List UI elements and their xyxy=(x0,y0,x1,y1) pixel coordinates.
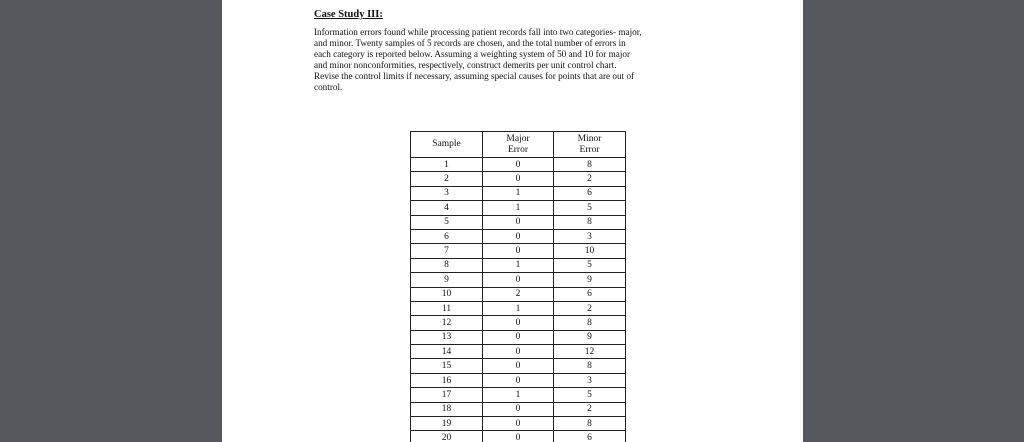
sample-cell: 14 xyxy=(411,345,483,359)
minor-header-line2: Error xyxy=(579,144,600,155)
major-error-cell: 1 xyxy=(483,186,554,200)
minor-error-cell: 2 xyxy=(554,402,626,416)
table-row xyxy=(411,215,626,229)
sample-cell: 15 xyxy=(411,359,483,373)
minor-error-cell: 8 xyxy=(554,316,626,330)
problem-statement-line: and minor nonconformities, respectively, construct demerits per unit control chart. xyxy=(314,60,617,70)
minor-error-cell: 8 xyxy=(554,158,626,172)
case-study-heading: Case Study III: xyxy=(314,9,383,20)
sample-cell: 8 xyxy=(411,258,483,272)
table-row xyxy=(411,373,626,387)
major-error-cell: 0 xyxy=(483,345,554,359)
minor-error-cell: 6 xyxy=(554,186,626,200)
table-row xyxy=(411,229,626,243)
sample-cell: 12 xyxy=(411,316,483,330)
sample-cell: 11 xyxy=(411,301,483,315)
sample-column-header: Sample xyxy=(411,132,483,158)
sample-cell: 2 xyxy=(411,172,483,186)
sample-cell: 9 xyxy=(411,273,483,287)
minor-error-cell: 6 xyxy=(554,431,626,442)
table-row xyxy=(411,359,626,373)
sample-cell: 20 xyxy=(411,431,483,442)
major-error-cell: 0 xyxy=(483,373,554,387)
table-row xyxy=(411,258,626,272)
table-header-row xyxy=(411,132,626,158)
major-error-cell: 0 xyxy=(483,215,554,229)
minor-error-cell: 5 xyxy=(554,201,626,215)
minor-error-cell: 5 xyxy=(554,258,626,272)
problem-statement-line: and minor. Twenty samples of 5 records are chosen, and the total number of errors in xyxy=(314,38,626,48)
major-error-cell: 2 xyxy=(483,287,554,301)
table-row xyxy=(411,172,626,186)
problem-statement xyxy=(314,27,729,93)
table-row xyxy=(411,388,626,402)
minor-error-cell: 6 xyxy=(554,287,626,301)
minor-error-cell: 9 xyxy=(554,330,626,344)
table-row xyxy=(411,186,626,200)
table-row xyxy=(411,316,626,330)
problem-statement-line: control. xyxy=(314,82,343,92)
major-error-cell: 0 xyxy=(483,359,554,373)
table-row xyxy=(411,431,626,442)
major-error-cell: 1 xyxy=(483,258,554,272)
problem-statement-line: Information errors found while processing patient records fall into two categories- major, xyxy=(314,27,642,37)
major-error-column-header xyxy=(483,132,554,158)
major-error-cell: 1 xyxy=(483,301,554,315)
minor-error-cell: 5 xyxy=(554,388,626,402)
minor-error-cell: 3 xyxy=(554,373,626,387)
table-row xyxy=(411,158,626,172)
major-error-cell: 0 xyxy=(483,244,554,258)
major-error-cell: 1 xyxy=(483,388,554,402)
major-error-cell: 0 xyxy=(483,172,554,186)
major-error-cell: 0 xyxy=(483,229,554,243)
sample-cell: 7 xyxy=(411,244,483,258)
table-row xyxy=(411,287,626,301)
table-row xyxy=(411,417,626,431)
minor-error-cell: 3 xyxy=(554,229,626,243)
minor-error-cell: 2 xyxy=(554,301,626,315)
table-row xyxy=(411,330,626,344)
table-row xyxy=(411,402,626,416)
table-row xyxy=(411,345,626,359)
minor-error-column-header xyxy=(554,132,626,158)
minor-error-cell: 9 xyxy=(554,273,626,287)
document-page xyxy=(222,0,803,442)
minor-error-cell: 8 xyxy=(554,215,626,229)
minor-error-cell: 12 xyxy=(554,345,626,359)
problem-statement-line: each category is reported below. Assuming a weighting system of 50 and 10 for major xyxy=(314,49,631,59)
sample-cell: 5 xyxy=(411,215,483,229)
sample-cell: 19 xyxy=(411,417,483,431)
sample-cell: 18 xyxy=(411,402,483,416)
major-error-cell: 0 xyxy=(483,330,554,344)
major-header-line1: Major xyxy=(506,133,530,144)
sample-cell: 1 xyxy=(411,158,483,172)
minor-error-cell: 8 xyxy=(554,359,626,373)
table-row xyxy=(411,201,626,215)
sample-cell: 4 xyxy=(411,201,483,215)
minor-error-cell: 10 xyxy=(554,244,626,258)
major-error-cell: 0 xyxy=(483,431,554,442)
minor-header-line1: Minor xyxy=(577,133,602,144)
major-error-cell: 0 xyxy=(483,273,554,287)
table-row xyxy=(411,244,626,258)
minor-error-cell: 8 xyxy=(554,417,626,431)
sample-cell: 6 xyxy=(411,229,483,243)
major-error-cell: 0 xyxy=(483,158,554,172)
problem-statement-line: Revise the control limits if necessary, assuming special causes for points that are out of xyxy=(314,71,635,81)
sample-cell: 16 xyxy=(411,373,483,387)
table-row xyxy=(411,301,626,315)
sample-cell: 10 xyxy=(411,287,483,301)
major-error-cell: 0 xyxy=(483,316,554,330)
table-row xyxy=(411,273,626,287)
error-records-table xyxy=(410,131,626,442)
major-error-cell: 0 xyxy=(483,402,554,416)
sample-cell: 13 xyxy=(411,330,483,344)
major-error-cell: 0 xyxy=(483,417,554,431)
sample-cell: 17 xyxy=(411,388,483,402)
sample-cell: 3 xyxy=(411,186,483,200)
minor-error-cell: 2 xyxy=(554,172,626,186)
table-body xyxy=(411,158,626,442)
major-header-line2: Error xyxy=(507,144,529,155)
major-error-cell: 1 xyxy=(483,201,554,215)
